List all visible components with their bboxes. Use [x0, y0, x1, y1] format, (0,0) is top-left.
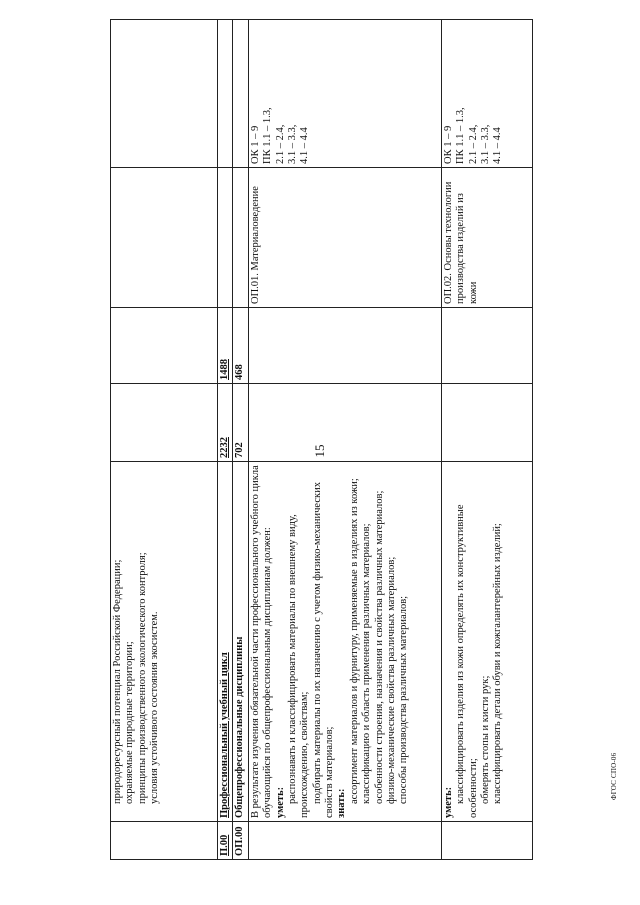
- cell-competencies: [441, 20, 532, 168]
- skills-label: уметь:: [442, 786, 454, 818]
- competency-item: ПК 1.1 – 1.3,: [262, 107, 274, 164]
- skill-item: классифицировать изделия из кожи определять их конструктивные особенности;: [455, 504, 479, 818]
- skill-item: подбирать материалы по их назначению с учетом физико-механических свойств материалов;: [311, 482, 335, 818]
- cell-op01-description: [248, 462, 441, 822]
- intro-line: природоресурсный потенциал Российской Федерации;: [112, 559, 123, 804]
- cell-empty: [111, 168, 218, 308]
- skills-label: уметь:: [274, 786, 286, 818]
- cell-competencies: [248, 20, 441, 168]
- intro-line: условия устойчивого состояния экосистем.: [149, 611, 161, 804]
- cell-code-empty: [111, 822, 218, 860]
- knowledge-item: классификацию и область применения различных материалов;: [361, 523, 373, 804]
- document-footer: ФГОС СПО-06: [610, 752, 618, 800]
- cell-code: ОП.00: [233, 822, 248, 860]
- knowledge-item: ассортимент материалов и фурнитуру, применяемые в изделиях из кожи;: [348, 478, 360, 804]
- competency-item: 4.1 – 4.4: [299, 127, 311, 164]
- cell-empty: [111, 384, 218, 462]
- cell-code-empty: [441, 822, 532, 860]
- competency-item: 2.1 – 2.4,: [274, 124, 286, 164]
- cell-code-empty: [248, 822, 441, 860]
- cell-empty: [111, 308, 218, 384]
- cell-discipline: ОП.01. Материаловедение: [248, 168, 441, 308]
- knowledge-label: знать:: [336, 788, 348, 818]
- cell-title: Профессиональный учебный цикл: [218, 462, 233, 822]
- competency-item: ПК 1.1 – 1.3,: [455, 107, 467, 164]
- rotated-table-container: [110, 20, 520, 860]
- competency-item: 3.1 – 3.3,: [479, 124, 491, 164]
- cell-code: П.00: [218, 822, 233, 860]
- table-row-prof-cycle: [218, 20, 233, 860]
- cell-empty: [441, 384, 532, 462]
- competency-item: ОК 1 – 9: [249, 125, 261, 164]
- page-number: 15: [312, 444, 327, 458]
- cell-title: Общепрофессиональные дисциплины: [233, 462, 248, 822]
- table-row-op01: [248, 20, 441, 860]
- cell-empty: [248, 308, 441, 384]
- competency-item: 3.1 – 3.3,: [286, 124, 298, 164]
- cell-empty: [248, 384, 441, 462]
- competency-item: 4.1 – 4.4: [492, 127, 504, 164]
- intro-line: охраняемые природные территории;: [124, 641, 136, 804]
- competency-item: ОК 1 – 9: [442, 125, 454, 164]
- table-row-op02: [441, 20, 532, 860]
- skill-item: классифицировать детали обуви и кожгалантерейных изделий;: [492, 523, 504, 804]
- cell-hours: 468: [233, 308, 248, 384]
- competency-item: 2.1 – 2.4,: [467, 124, 479, 164]
- skill-item: распознавать и классифицировать материалы по внешнему виду, происхождению, свойствам;: [286, 514, 311, 818]
- intro-line: принципы производственного экологического контроля;: [136, 552, 148, 804]
- cell-hours: 1488: [218, 308, 233, 384]
- cell-intro-text: [111, 462, 218, 822]
- cell-empty: [218, 20, 233, 168]
- cell-empty: [233, 168, 248, 308]
- table-row-opd: [233, 20, 248, 860]
- cell-empty: [111, 20, 218, 168]
- curriculum-table: [110, 19, 533, 860]
- cell-max-load: 2232: [218, 384, 233, 462]
- cell-empty: [441, 308, 532, 384]
- cell-empty: [233, 20, 248, 168]
- cell-empty: [218, 168, 233, 308]
- cell-max-load: 702: [233, 384, 248, 462]
- cell-op02-description: [441, 462, 532, 822]
- knowledge-item: особенности строения, назначения и свойства различных материалов;: [373, 490, 385, 804]
- table-row-intro: [111, 20, 218, 860]
- knowledge-item: физико-механические свойства различных материалов;: [385, 556, 397, 804]
- skill-item: обмерять стопы и кисти рук;: [479, 675, 491, 804]
- cell-discipline: ОП.02. Основы технологии производства изделий из кожи: [441, 168, 532, 308]
- op01-intro: В результате изучения обязательной части профессионального учебного цикла обучающийся по общепрофессиональным дисциплинам должен:: [249, 465, 274, 818]
- knowledge-item: способы производства различных материалов;: [398, 595, 410, 804]
